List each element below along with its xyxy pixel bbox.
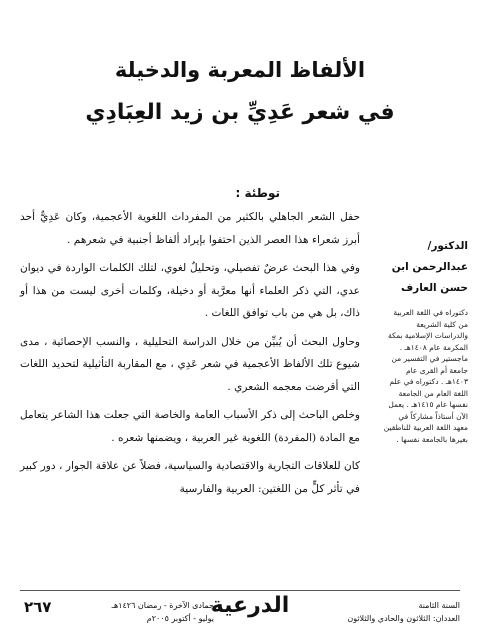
author-bio: دكتوراه في اللغة العربية من كلية الشريعة والدراسات الإسلامية بمكة المكرمة عام ١٤٠٨هـ . ماجستير في التفسير من جامعة أم القرى عام ١٤٠٣هـ . دكتوراه في علم اللغة العام من الجامعة نفسها عام ١٤١٥هـ . يعمل الآن أستاذاً مشاركاً في معهد اللغة العربية للناطقين بغيرها بالجامعة نفسها . xyxy=(383,308,468,444)
article-subtitle: في شعر عَدِيِّ بن زيد العِبَادِي xyxy=(85,100,395,125)
hijri-date: جمادى الآخرة - رمضان ١٤٢٦هـ xyxy=(111,601,214,610)
article-body xyxy=(20,206,360,500)
section-heading: توطئة : xyxy=(235,186,280,200)
paragraph-1: حفل الشعر الجاهلي بالكثير من المفردات اللغوية الأعجمية، وكان عَدِيٌّ أحد أبرز شعراء هذا العصر الذين احتفوا بإيراد ألفاظ أجنبية في شعرهم . xyxy=(20,211,360,246)
paragraph-5: كان للعلاقات التجارية والاقتصادية والسياسية، فضلاً عن علاقة الجوار ، دور كبير في تأثر كلٍّ من اللغتين: العربية والفارسية xyxy=(20,460,360,495)
issue-year: السنة الثامنة xyxy=(418,601,460,610)
gregorian-date: يوليو - أكتوبر ٢٠٠٥م xyxy=(146,614,214,623)
article-title: الألفاظ المعربة والدخيلة xyxy=(114,58,366,82)
footer-divider xyxy=(20,590,460,591)
author-name: عبدالرحمن ابن حسن العارف xyxy=(391,261,468,294)
paragraph-2: وفي هذا البحث عرضٌ تفصيلي، وتحليلٌ لغوي، لتلك الكلمات الواردة في ديوان عدي، التي ذكر العلماء أنها معرَّبة أو دخيلة، وكلمات أخرى ليست من هذا أو ذاك، بل هي من باب توافق اللغات . xyxy=(20,262,360,319)
journal-logo: الدرعية xyxy=(210,593,290,618)
author-sidebar xyxy=(382,236,468,445)
issue-date xyxy=(104,599,214,625)
page-number: ٢٦٧ xyxy=(24,598,52,616)
author-title: الدكتور/ xyxy=(427,240,468,252)
paragraph-3: وحاول البحث أن يُبيِّن من خلال الدراسة التحليلية ، والنسب الإحصائية ، مدى شيوع تلك الألفاظ الأعجمية في شعر عَدِي ، مع المقاربة التأثيلية لتحديد اللغات التي أقرضت معجمه الشعري . xyxy=(20,335,360,393)
issue-info xyxy=(310,599,460,625)
issue-numbers: العددان: الثلاثون والحادي والثلاثون xyxy=(347,614,460,623)
paragraph-4: وخلص الباحث إلى ذكر الأسباب العامة والخاصة التي جعلت هذا الشاعر يتعامل مع المادة (المفردة) اللغوية غير العربية ، ويضمنها شعره . xyxy=(20,409,360,444)
